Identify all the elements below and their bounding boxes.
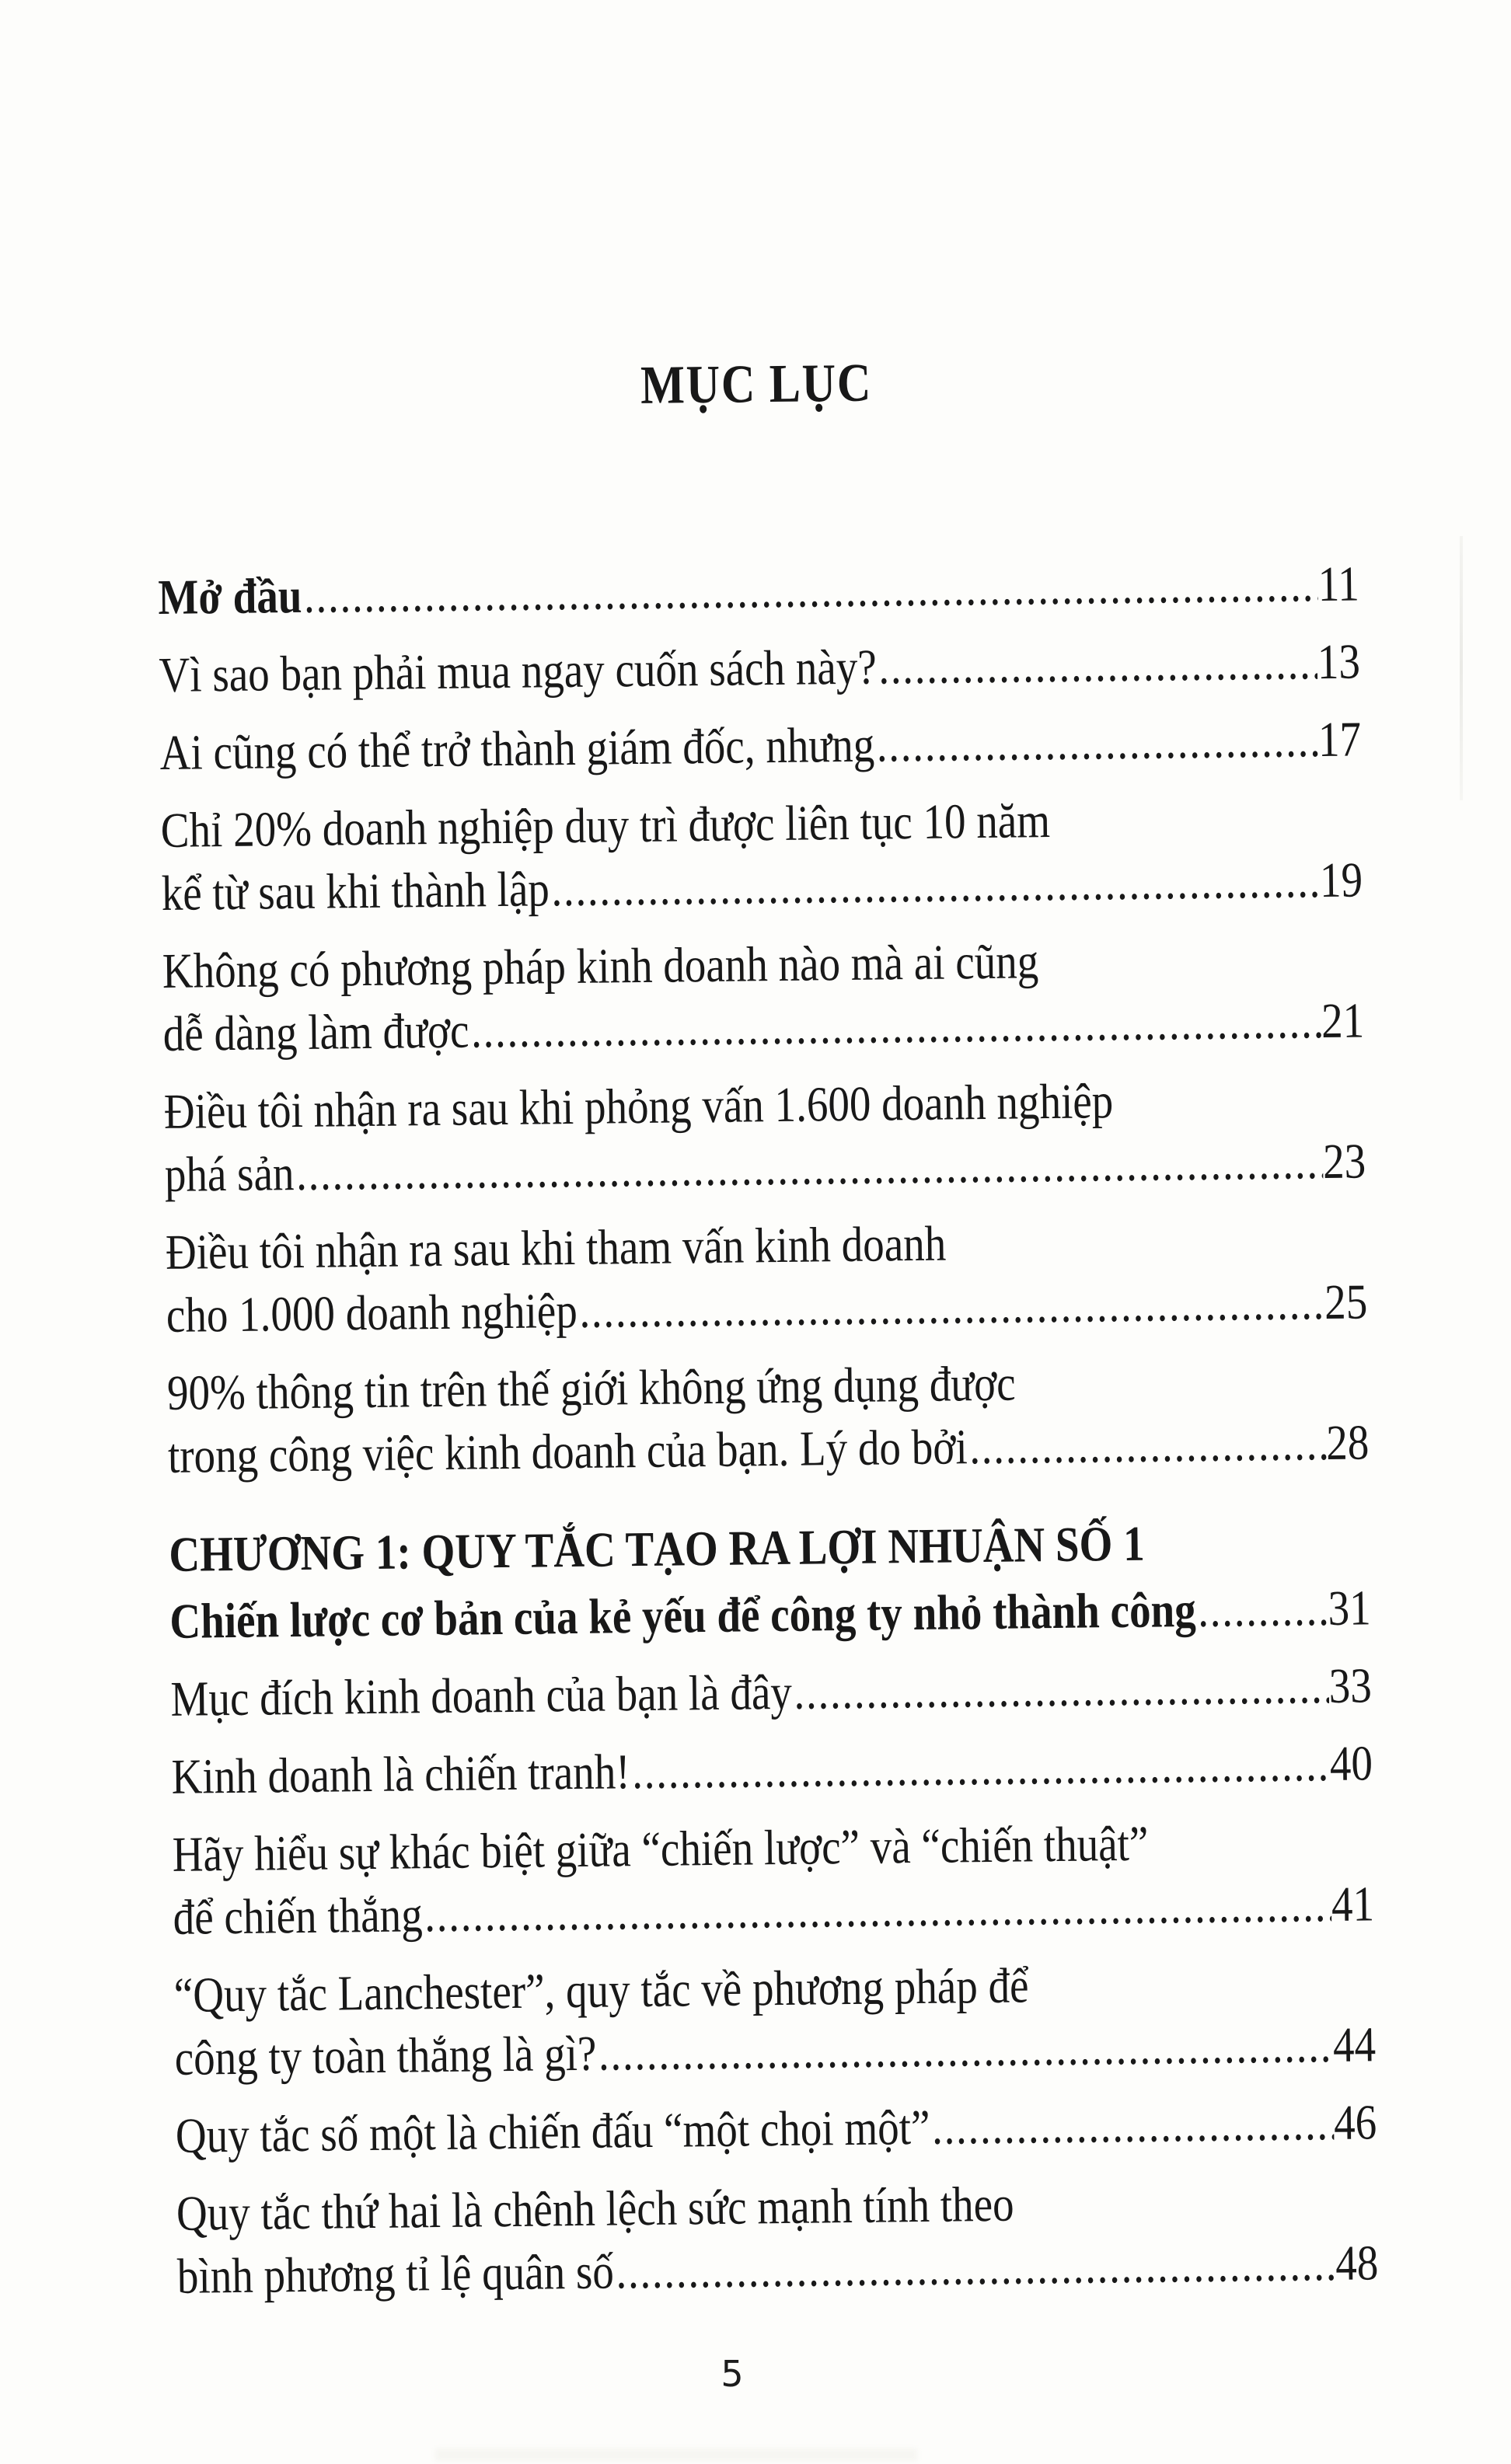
toc-entry <box>173 1950 1376 2089</box>
toc-entry-line <box>158 552 1359 629</box>
dot-leader <box>303 552 1318 627</box>
toc-entry-line <box>167 1410 1369 1487</box>
entry-text: Mục đích kinh doanh của bạn là đây <box>170 1664 793 1727</box>
toc-entry <box>166 1207 1368 1347</box>
entry-text: trong công việc kinh doanh của bạn. Lý do bởi <box>167 1419 968 1483</box>
entry-page-number: 28 <box>1325 1414 1370 1470</box>
toc-entry <box>167 1347 1370 1487</box>
entry-text: CHƯƠNG 1: QUY TẮC TẠO RA LỢI NHUẬN SỐ 1 <box>168 1515 1146 1582</box>
entry-page-number: 17 <box>1317 711 1362 768</box>
entry-text: dễ dàng làm được <box>162 1002 469 1061</box>
entry-text: Điều tôi nhận ra sau khi phỏng vấn 1.600 doanh nghiệp <box>163 1073 1114 1139</box>
entry-page-number: 31 <box>1328 1580 1372 1636</box>
entry-text: Chỉ 20% doanh nghiệp duy trì được liên tục 10 năm <box>160 792 1051 858</box>
entry-page-number: 48 <box>1335 2235 1379 2291</box>
entry-text: bình phương tỉ lệ quân số <box>176 2243 615 2304</box>
dot-leader <box>794 1654 1329 1723</box>
dot-leader <box>598 2013 1333 2085</box>
dot-leader <box>932 2091 1335 2159</box>
toc-list <box>158 552 1379 2307</box>
toc-entry <box>163 1066 1366 1206</box>
entry-text: 90% thông tin trên thế giới không ứng dụng được <box>166 1355 1017 1420</box>
toc-entry-line <box>173 1872 1374 1949</box>
toc-entry <box>170 1654 1372 1730</box>
toc-entry <box>160 785 1363 925</box>
entry-text: Vì sao bạn phải mua ngay cuốn sách này? <box>159 639 878 702</box>
toc-entry <box>175 2090 1377 2167</box>
dot-leader <box>551 849 1321 920</box>
toc-entry <box>169 1576 1371 1653</box>
entry-text: Ai cũng có thể trở thành giám đốc, nhưng <box>159 716 875 780</box>
entry-text: để chiến thắng <box>173 1887 424 1945</box>
entry-page-number: 46 <box>1333 2094 1377 2150</box>
page-title: MỤC LỤC <box>640 353 873 416</box>
dot-leader <box>1198 1577 1328 1641</box>
toc-entry <box>159 629 1360 706</box>
toc-entry-line <box>175 2090 1377 2167</box>
toc-entry-line <box>159 629 1360 706</box>
entry-page-number: 23 <box>1322 1133 1366 1190</box>
toc-entry <box>159 707 1361 784</box>
dot-leader <box>471 989 1322 1061</box>
entry-text: kể từ sau khi thành lập <box>161 861 550 921</box>
entry-text: “Quy tắc Lanchester”, quy tắc về phương pháp để <box>173 1957 1029 2023</box>
entry-page-number: 44 <box>1332 2016 1377 2072</box>
scan-bleedthrough <box>435 2448 917 2461</box>
entry-text: Điều tôi nhận ra sau khi tham vấn kinh doanh <box>165 1215 947 1280</box>
entry-page-number: 19 <box>1319 852 1363 908</box>
scan-artifact <box>1460 536 1463 800</box>
toc-entry <box>162 925 1364 1065</box>
entry-text: Mở đầu <box>158 567 302 625</box>
dot-leader <box>632 1732 1331 1803</box>
dot-leader <box>878 630 1318 698</box>
toc-entry <box>176 2168 1379 2308</box>
entry-page-number: 25 <box>1324 1274 1368 1330</box>
page-number: 5 <box>721 2353 744 2395</box>
entry-text: Quy tắc thứ hai là chênh lệch sức mạnh tính theo <box>176 2176 1014 2241</box>
entry-text: Kinh doanh là chiến tranh! <box>171 1744 630 1804</box>
entry-text: Chiến lược cơ bản của kẻ yếu để công ty nhỏ thành công <box>169 1581 1196 1649</box>
entry-text: Hãy hiểu sự khác biệt giữa “chiến lược” và “chiến thuật” <box>172 1815 1149 1882</box>
dot-leader <box>876 708 1318 775</box>
entry-page-number: 13 <box>1317 633 1361 690</box>
toc-entry-line <box>169 1576 1371 1653</box>
toc-entry-line <box>161 848 1363 925</box>
entry-page-number: 40 <box>1329 1735 1373 1791</box>
entry-text: cho 1.000 doanh nghiệp <box>166 1282 578 1343</box>
toc-entry-line <box>159 707 1361 784</box>
toc-entry <box>172 1809 1374 1949</box>
toc-entry-line <box>176 2231 1378 2308</box>
toc-entry <box>158 552 1359 629</box>
entry-page-number: 11 <box>1317 556 1360 612</box>
entry-text: công ty toàn thắng là gì? <box>174 2025 597 2086</box>
entry-page-number: 41 <box>1331 1876 1375 1932</box>
dot-leader <box>969 1411 1327 1478</box>
toc-chapter-heading <box>169 1509 1370 1586</box>
dot-leader <box>616 2232 1336 2302</box>
toc-content <box>155 350 1379 2322</box>
entry-text: Quy tắc số một là chiến đấu “một chọi một” <box>175 2099 930 2163</box>
toc-entry-line <box>169 1509 1370 1586</box>
toc-entry-line <box>171 1731 1373 1808</box>
dot-leader <box>424 1873 1332 1946</box>
entry-text: Không có phương pháp kinh doanh nào mà ai cũng <box>162 933 1039 998</box>
entry-text: phá sản <box>164 1145 295 1202</box>
entry-page-number: 21 <box>1321 992 1365 1049</box>
toc-entry-line <box>166 1270 1367 1347</box>
dot-leader <box>296 1130 1324 1204</box>
toc-entry-line <box>162 988 1364 1065</box>
entry-page-number: 33 <box>1328 1657 1373 1713</box>
toc-entry-line <box>170 1654 1372 1730</box>
dot-leader <box>579 1270 1325 1342</box>
toc-entry-line <box>174 2013 1376 2089</box>
toc-entry <box>171 1731 1373 1808</box>
toc-entry-line <box>164 1129 1366 1206</box>
